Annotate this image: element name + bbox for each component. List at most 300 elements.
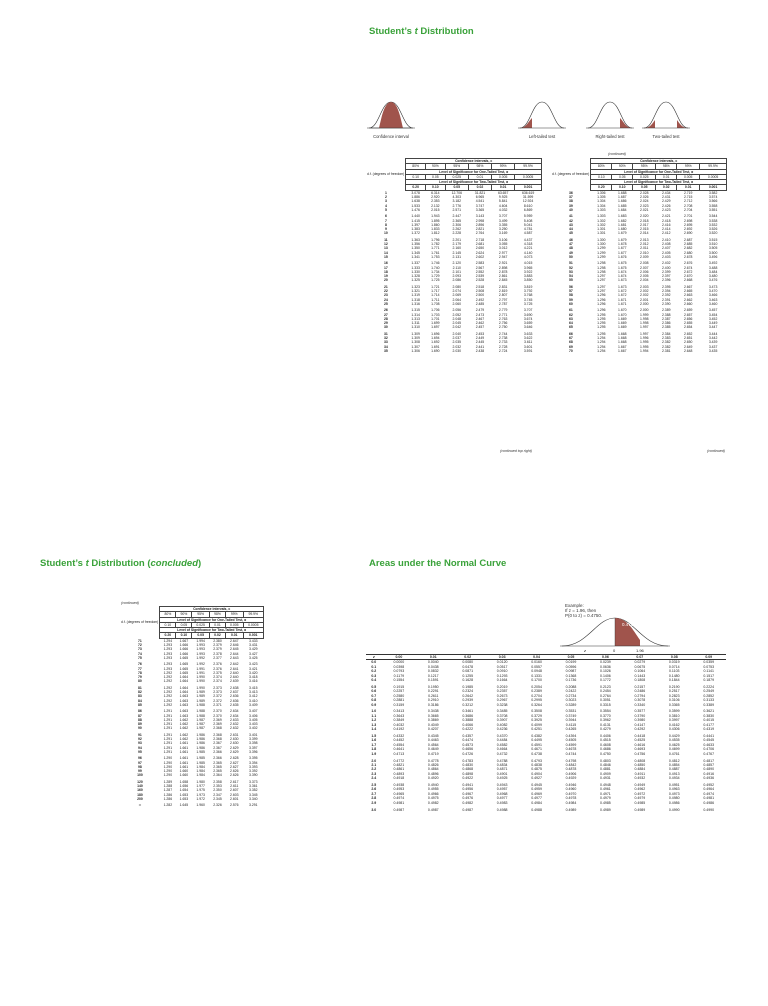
area-cell: 0.0478 bbox=[462, 664, 474, 669]
t-value-cell: 1.325 bbox=[411, 278, 420, 283]
t-value-cell: 1.292 bbox=[163, 698, 173, 703]
z-table-row bbox=[366, 781, 726, 788]
df-cell: 35 bbox=[384, 348, 388, 353]
area-cell: 0.4961 bbox=[600, 787, 611, 792]
t-value-cell: 3.401 bbox=[249, 732, 258, 737]
area-cell: 0.1772 bbox=[600, 678, 611, 683]
df-cell: 19 bbox=[384, 274, 388, 279]
area-cell: 0.3051 bbox=[600, 698, 611, 703]
area-cell: 0.4756 bbox=[634, 751, 646, 756]
t-value-cell: 2.831 bbox=[498, 284, 508, 289]
t-value-cell: 3.397 bbox=[249, 745, 258, 750]
df-cell: 27 bbox=[384, 312, 388, 317]
t-value-cell: 2.763 bbox=[498, 316, 508, 321]
t-value-cell: 1.666 bbox=[179, 647, 189, 652]
t-value-cell: 1.350 bbox=[411, 246, 420, 251]
t-value-cell: 1.678 bbox=[618, 242, 627, 247]
df-header: d.f. (degrees of freedom) bbox=[367, 171, 405, 176]
t-value-cell: 1.533 bbox=[411, 203, 420, 208]
t-value-cell: 1.782 bbox=[431, 242, 440, 247]
t-value-cell: 2.447 bbox=[452, 214, 462, 219]
one-alpha-cell: 0.025 bbox=[192, 622, 210, 627]
t-value-cell: 2.441 bbox=[475, 344, 485, 349]
t-value-cell: 2.028 bbox=[640, 190, 649, 195]
df-cell: 90 bbox=[138, 726, 142, 731]
z-header-cell: 0.04 bbox=[519, 655, 553, 660]
t-value-cell: 2.611 bbox=[230, 783, 239, 788]
t-value-cell: 1.670 bbox=[618, 308, 627, 313]
area-cell: 0.3461 bbox=[462, 709, 474, 714]
z-header-cell: 0.01 bbox=[416, 655, 450, 660]
t-value-cell: 1.796 bbox=[431, 237, 440, 242]
area-cell: 0.4719 bbox=[427, 751, 439, 756]
t-value-cell: 2.787 bbox=[498, 301, 508, 306]
area-cell: 0.0199 bbox=[565, 660, 577, 665]
area-cell: 0.4793 bbox=[531, 758, 542, 763]
area-cell: 0.4656 bbox=[462, 747, 474, 752]
t-value-cell: 2.492 bbox=[475, 297, 485, 302]
area-cell: 0.0793 bbox=[393, 669, 405, 674]
t-value-cell: 3.611 bbox=[524, 340, 533, 345]
t-value-cell: 2.630 bbox=[230, 737, 239, 742]
area-cell: 0.2224 bbox=[703, 684, 715, 689]
area-cell: 0.3340 bbox=[634, 702, 646, 707]
t-value-cell: 2.898 bbox=[498, 265, 508, 270]
t-value-cell: 2.662 bbox=[683, 297, 693, 302]
t-value-cell: 4.221 bbox=[523, 246, 533, 251]
area-cell: 0.4664 bbox=[496, 747, 508, 752]
t-value-cell: 1.985 bbox=[196, 756, 205, 761]
t-value-cell: 4.781 bbox=[523, 227, 533, 232]
t-value-cell: 2.701 bbox=[683, 214, 693, 219]
df-cell: 5 bbox=[384, 207, 387, 212]
t-value-cell: 1.661 bbox=[179, 760, 189, 765]
t-value-cell: 3.355 bbox=[498, 222, 508, 227]
df-cell: 24 bbox=[384, 297, 388, 302]
df-cell: 51 bbox=[569, 261, 573, 266]
t-value-cell: 2.012 bbox=[640, 242, 649, 247]
t-value-cell: 2.378 bbox=[213, 651, 222, 656]
area-cell: 0.3577 bbox=[634, 709, 646, 714]
area-cell: 0.0832 bbox=[427, 669, 439, 674]
t-value-cell: 2.179 bbox=[452, 242, 462, 247]
t-value-cell: 3.520 bbox=[708, 231, 718, 236]
t-value-cell: 1.661 bbox=[179, 745, 189, 750]
t-value-cell: 2.674 bbox=[683, 265, 693, 270]
area-cell: 0.4693 bbox=[634, 747, 646, 752]
area-cell: 0.3508 bbox=[531, 709, 542, 714]
t-value-cell: 2.021 bbox=[640, 207, 649, 212]
area-cell: 0.0948 bbox=[531, 669, 542, 674]
t-value-cell: 3.398 bbox=[249, 741, 258, 746]
t-value-cell: 2.576 bbox=[230, 803, 239, 808]
t-value-cell: 1.337 bbox=[411, 261, 420, 266]
area-cell: 0.3621 bbox=[703, 709, 715, 714]
area-cell: 0.4495 bbox=[531, 738, 542, 743]
z-value-cell: 1.0 bbox=[371, 709, 377, 714]
t-value-cell: 2.861 bbox=[498, 274, 508, 279]
conf-levels-cell: 95% bbox=[445, 164, 468, 169]
t-value-cell: 2.977 bbox=[498, 250, 508, 255]
t-value-cell: 3.463 bbox=[708, 297, 718, 302]
t-value-cell: 1.665 bbox=[179, 670, 189, 675]
z-value-cell: 2.5 bbox=[371, 783, 377, 788]
df-cell: 71 bbox=[138, 638, 142, 643]
t-value-cell: 1.300 bbox=[597, 237, 606, 242]
t-value-cell: 1.301 bbox=[597, 231, 606, 236]
t-value-cell: 2.624 bbox=[475, 250, 485, 255]
t-value-cell: 1.293 bbox=[163, 666, 173, 671]
area-cell: 0.3389 bbox=[703, 702, 715, 707]
area-cell: 0.4767 bbox=[703, 751, 715, 756]
area-cell: 0.2019 bbox=[496, 684, 508, 689]
df-cell: 39 bbox=[569, 203, 573, 208]
t-value-cell: 1.296 bbox=[597, 297, 606, 302]
z-value-cell: 2.4 bbox=[371, 776, 377, 781]
t-value-cell: 2.389 bbox=[661, 308, 671, 313]
t-value-cell: 1.984 bbox=[196, 764, 205, 769]
t-value-cell: 2.004 bbox=[640, 278, 649, 283]
t-value-cell: 1.287 bbox=[163, 788, 173, 793]
t-value-cell: 2.539 bbox=[475, 274, 485, 279]
t-value-cell: 1.664 bbox=[179, 675, 189, 680]
t-value-cell: 1.668 bbox=[618, 335, 627, 340]
area-cell: 0.3962 bbox=[600, 718, 611, 723]
area-cell: 0.4864 bbox=[427, 767, 439, 772]
t-table-row bbox=[366, 349, 542, 353]
t-value-cell: 2.414 bbox=[661, 227, 671, 232]
t-value-cell: 3.526 bbox=[708, 227, 718, 232]
t-value-cell: 2.369 bbox=[213, 717, 222, 722]
df-cell: 41 bbox=[569, 214, 573, 219]
t-value-cell: 1.694 bbox=[431, 335, 440, 340]
t-value-cell: 4.032 bbox=[498, 207, 508, 212]
t-value-cell: 3.707 bbox=[498, 214, 508, 219]
area-cell: 0.4868 bbox=[462, 767, 474, 772]
t-value-cell: 2.368 bbox=[213, 726, 222, 731]
area-cell: 0.4192 bbox=[393, 727, 405, 732]
z-table bbox=[366, 654, 726, 812]
t-value-cell: 2.640 bbox=[230, 675, 239, 680]
t-value-cell: 3.747 bbox=[475, 203, 485, 208]
t-value-cell: 2.552 bbox=[475, 269, 485, 274]
df-cell: 50 bbox=[569, 254, 573, 259]
area-cell: 0.4545 bbox=[703, 738, 715, 743]
z-value-cell: 0.0 bbox=[371, 660, 377, 665]
two-alpha-cell: 0.01 bbox=[225, 633, 243, 638]
t-value-cell: 1.292 bbox=[163, 670, 173, 675]
t-value-cell: 3.345 bbox=[249, 792, 258, 797]
t-value-cell: 1.658 bbox=[179, 779, 189, 784]
t-value-cell: 2.776 bbox=[452, 203, 462, 208]
df-cell: 21 bbox=[384, 284, 388, 289]
conf-levels-cell: 99% bbox=[677, 164, 700, 169]
area-cell: 0.4969 bbox=[531, 791, 542, 796]
t-value-cell: 1.290 bbox=[163, 760, 173, 765]
t-value-cell: 1.998 bbox=[640, 316, 649, 321]
two-tailed-header: Level of Significance for Two-Tailed Test, α bbox=[160, 628, 264, 633]
df-cell: 36 bbox=[569, 190, 573, 195]
z-header-cell: 0.07 bbox=[623, 655, 657, 660]
t-value-cell: 3.473 bbox=[708, 284, 718, 289]
conf-levels-cell: 90% bbox=[612, 164, 633, 169]
t-value-cell: 1.341 bbox=[411, 254, 420, 259]
area-cell: 0.3944 bbox=[565, 718, 577, 723]
area-cell: 0.3925 bbox=[531, 718, 542, 723]
area-cell: 0.1026 bbox=[600, 669, 611, 674]
t-value-cell: 2.064 bbox=[452, 297, 462, 302]
df-cell: 20 bbox=[384, 278, 388, 283]
z-value-cell: 3.0 bbox=[371, 807, 377, 812]
t-value-cell: 1.990 bbox=[196, 679, 205, 684]
z-header-cell: 0.08 bbox=[657, 655, 691, 660]
t-value-cell: 3.646 bbox=[523, 325, 533, 330]
t-value-cell: 1.989 bbox=[196, 698, 205, 703]
t-value-cell: 2.370 bbox=[213, 713, 222, 718]
area-cell: 0.4920 bbox=[427, 776, 439, 781]
t-value-cell: 2.771 bbox=[498, 312, 508, 317]
df-cell: 43 bbox=[569, 222, 573, 227]
t-value-cell: 2.878 bbox=[498, 269, 508, 274]
df-cell: 82 bbox=[138, 690, 142, 695]
one-alpha-cell: 0.05 bbox=[176, 622, 192, 627]
t-table-concluded bbox=[120, 606, 264, 807]
df-cell: 74 bbox=[138, 651, 142, 656]
t-value-cell: 1.323 bbox=[411, 284, 420, 289]
t-value-cell: 2.426 bbox=[661, 203, 671, 208]
area-cell: 0.4854 bbox=[668, 762, 680, 767]
t-value-cell: 2.093 bbox=[452, 274, 462, 279]
area-cell: 0.4599 bbox=[565, 742, 577, 747]
df-cell: 100 bbox=[137, 773, 143, 778]
t-value-cell: 2.695 bbox=[683, 222, 693, 227]
area-cell: 0.4974 bbox=[703, 791, 715, 796]
t-value-cell: 2.379 bbox=[213, 647, 222, 652]
t-value-cell: 3.291 bbox=[249, 803, 258, 808]
one-alpha-cell: 0.005 bbox=[225, 622, 243, 627]
area-cell: 0.4890 bbox=[703, 767, 715, 772]
df-cell: 89 bbox=[138, 722, 142, 727]
t-value-cell: 1.291 bbox=[163, 749, 173, 754]
df-cell: 98 bbox=[138, 764, 142, 769]
area-cell: 0.4812 bbox=[668, 758, 680, 763]
area-cell: 0.1217 bbox=[427, 673, 439, 678]
t-value-cell: 1.653 bbox=[179, 796, 189, 801]
z-value-cell: 0.5 bbox=[371, 684, 377, 689]
t-value-cell: 2.652 bbox=[683, 331, 693, 336]
t-value-cell: 2.634 bbox=[230, 713, 239, 718]
t-value-cell: 3.396 bbox=[249, 749, 258, 754]
area-cell: 0.4699 bbox=[668, 747, 680, 752]
df-cell: 93 bbox=[138, 741, 142, 746]
area-cell: 0.1480 bbox=[668, 673, 680, 678]
t-value-cell: 2.429 bbox=[661, 199, 671, 204]
left-tailed-curve bbox=[518, 98, 566, 134]
df-cell: 75 bbox=[138, 655, 142, 660]
two-alpha-cell: 0.20 bbox=[591, 185, 612, 190]
t-value-cell: 2.633 bbox=[230, 717, 239, 722]
df-cell: 88 bbox=[138, 717, 142, 722]
t-value-cell: 1.292 bbox=[163, 679, 173, 684]
t-value-cell: 2.400 bbox=[661, 265, 671, 270]
t-value-cell: 1.397 bbox=[411, 222, 420, 227]
t-value-cell: 1.980 bbox=[196, 779, 205, 784]
two-alpha-cell: 0.10 bbox=[612, 185, 633, 190]
t-value-cell: 2.421 bbox=[661, 214, 671, 219]
t-value-cell: 2.733 bbox=[498, 340, 508, 345]
df-cell: 160 bbox=[137, 788, 143, 793]
t-value-cell: 1.990 bbox=[196, 685, 205, 690]
t-value-cell: 2.408 bbox=[661, 242, 671, 247]
t-value-cell: 1.993 bbox=[196, 643, 205, 648]
area-cell: 0.4945 bbox=[531, 783, 542, 788]
area-cell: 0.4887 bbox=[668, 767, 680, 772]
confidence-header: Confidence intervals, c bbox=[406, 159, 542, 164]
df-cell: 14 bbox=[384, 250, 388, 255]
area-cell: 0.4953 bbox=[393, 787, 405, 792]
t-value-cell: 1.833 bbox=[431, 227, 440, 232]
z-table-row bbox=[366, 707, 726, 714]
t-value-cell: 12.706 bbox=[451, 190, 462, 195]
one-alpha-cell: 0.005 bbox=[677, 174, 700, 179]
t-value-cell: 2.601 bbox=[230, 796, 239, 801]
area-cell: 0.4292 bbox=[634, 727, 646, 732]
df-cell: 46 bbox=[569, 237, 573, 242]
t-value-cell: 2.651 bbox=[683, 335, 693, 340]
t-value-cell: 1.895 bbox=[431, 218, 440, 223]
df-cell: 30 bbox=[384, 325, 388, 330]
t-value-cell: 2.715 bbox=[683, 195, 693, 200]
t-value-cell: 3.352 bbox=[249, 788, 258, 793]
t-value-cell: 3.106 bbox=[498, 237, 508, 242]
t-value-cell: 1.295 bbox=[597, 321, 606, 326]
area-cell: 0.4918 bbox=[393, 776, 405, 781]
t-value-cell: 1.666 bbox=[179, 643, 189, 648]
area-cell: 0.2454 bbox=[600, 689, 611, 694]
df-cell: 40 bbox=[569, 207, 573, 212]
two-tailed-header: Level of Significance for Two-Tailed Test, α bbox=[591, 180, 727, 185]
area-cell: 0.3830 bbox=[703, 713, 715, 718]
area-cell: 0.4977 bbox=[531, 796, 542, 801]
area-cell: 0.4066 bbox=[462, 722, 474, 727]
area-cell: 0.2611 bbox=[428, 693, 439, 698]
t-value-cell: 3.488 bbox=[708, 265, 718, 270]
t-table-right bbox=[551, 158, 727, 353]
area-cell: 0.4901 bbox=[496, 771, 508, 776]
t-value-cell: 2.013 bbox=[640, 237, 649, 242]
area-cell: 0.3106 bbox=[668, 698, 680, 703]
area-cell: 0.4515 bbox=[600, 738, 611, 743]
caption-confidence-interval: Confidence interval bbox=[373, 134, 409, 139]
area-cell: 0.1406 bbox=[600, 673, 611, 678]
conf-levels-cell: 99% bbox=[225, 612, 243, 617]
t-value-cell: 3.078 bbox=[411, 190, 420, 195]
area-cell: 0.0517 bbox=[496, 664, 508, 669]
area-cell: 0.4981 bbox=[393, 800, 405, 805]
t-value-cell: 1.315 bbox=[411, 308, 420, 313]
t-value-cell: 2.371 bbox=[213, 702, 222, 707]
df-cell: ∞ bbox=[138, 803, 142, 808]
t-value-cell: 1.679 bbox=[618, 237, 627, 242]
caption-left-tailed: Left-tailed test bbox=[528, 134, 556, 139]
area-cell: 0.4955 bbox=[427, 787, 439, 792]
t-value-cell: 1.993 bbox=[196, 647, 205, 652]
t-value-cell: 3.413 bbox=[249, 690, 258, 695]
area-cell: 0.4817 bbox=[703, 758, 715, 763]
area-cell: 0.1554 bbox=[393, 678, 405, 683]
conf-levels-cell: 99% bbox=[492, 164, 515, 169]
area-cell: 0.4989 bbox=[634, 807, 646, 812]
t-value-cell: 1.696 bbox=[431, 331, 440, 336]
z-value-cell: 2.7 bbox=[371, 791, 377, 796]
t-value-cell: 1.294 bbox=[597, 344, 606, 349]
area-cell: 0.3531 bbox=[565, 709, 577, 714]
two-alpha-cell: 0.10 bbox=[176, 633, 192, 638]
t-value-cell: 2.438 bbox=[475, 348, 485, 353]
area-cell: 0.4463 bbox=[427, 738, 439, 743]
area-cell: 0.2357 bbox=[496, 689, 508, 694]
area-cell: 0.4633 bbox=[703, 742, 715, 747]
t-value-cell: 1.638 bbox=[411, 199, 420, 204]
area-cell: 0.4713 bbox=[393, 751, 405, 756]
area-cell: 0.4783 bbox=[462, 758, 474, 763]
area-cell: 0.4671 bbox=[531, 747, 542, 752]
area-cell: 0.4986 bbox=[668, 800, 680, 805]
area-cell: 0.4906 bbox=[565, 771, 577, 776]
t-value-cell: 1.989 bbox=[196, 690, 205, 695]
area-cell: 0.4798 bbox=[565, 758, 577, 763]
area-cell: 0.4750 bbox=[600, 751, 611, 756]
t-value-cell: 1.680 bbox=[618, 227, 627, 232]
area-cell: 0.0000 bbox=[393, 660, 405, 665]
two-alpha-cell: 0.02 bbox=[209, 633, 225, 638]
t-value-cell: 1.977 bbox=[196, 783, 205, 788]
df-cell: 97 bbox=[138, 760, 142, 765]
t-value-cell: 1.301 bbox=[597, 227, 606, 232]
area-cell: 0.3729 bbox=[531, 713, 542, 718]
t-value-cell: 2.014 bbox=[640, 231, 649, 236]
t-value-cell: 1.307 bbox=[411, 344, 420, 349]
t-value-cell: 1.989 bbox=[196, 694, 205, 699]
area-cell: 0.1844 bbox=[668, 678, 680, 683]
t-value-cell: 2.629 bbox=[230, 745, 239, 750]
t-value-cell: 3.476 bbox=[708, 278, 718, 283]
t-value-cell: 2.365 bbox=[452, 218, 462, 223]
area-cell: 0.1808 bbox=[634, 678, 646, 683]
area-cell: 0.0359 bbox=[703, 660, 715, 665]
t-value-cell: 2.364 bbox=[213, 773, 222, 778]
t-value-cell: 1.286 bbox=[163, 796, 173, 801]
area-cell: 0.4931 bbox=[600, 776, 611, 781]
t-value-cell: 1.682 bbox=[618, 218, 627, 223]
df-cell: 25 bbox=[384, 301, 388, 306]
df-cell: 45 bbox=[569, 231, 573, 236]
t-value-cell: 1.661 bbox=[179, 764, 189, 769]
t-value-cell: 3.768 bbox=[523, 293, 533, 298]
t-value-cell: 3.558 bbox=[708, 203, 718, 208]
z-value-cell: 2.0 bbox=[371, 758, 377, 763]
df-cell: 52 bbox=[569, 265, 573, 270]
df-cell: 72 bbox=[138, 643, 142, 648]
t-value-cell: 1.291 bbox=[163, 737, 173, 742]
t-value-cell: 2.403 bbox=[661, 254, 671, 259]
t-value-cell: 1.734 bbox=[431, 269, 440, 274]
df-cell: 60 bbox=[569, 301, 573, 306]
area-cell: 0.3907 bbox=[496, 718, 508, 723]
t-value-cell: 2.374 bbox=[213, 679, 222, 684]
t-value-cell: 1.686 bbox=[618, 199, 627, 204]
t-value-cell: 3.496 bbox=[708, 254, 718, 259]
